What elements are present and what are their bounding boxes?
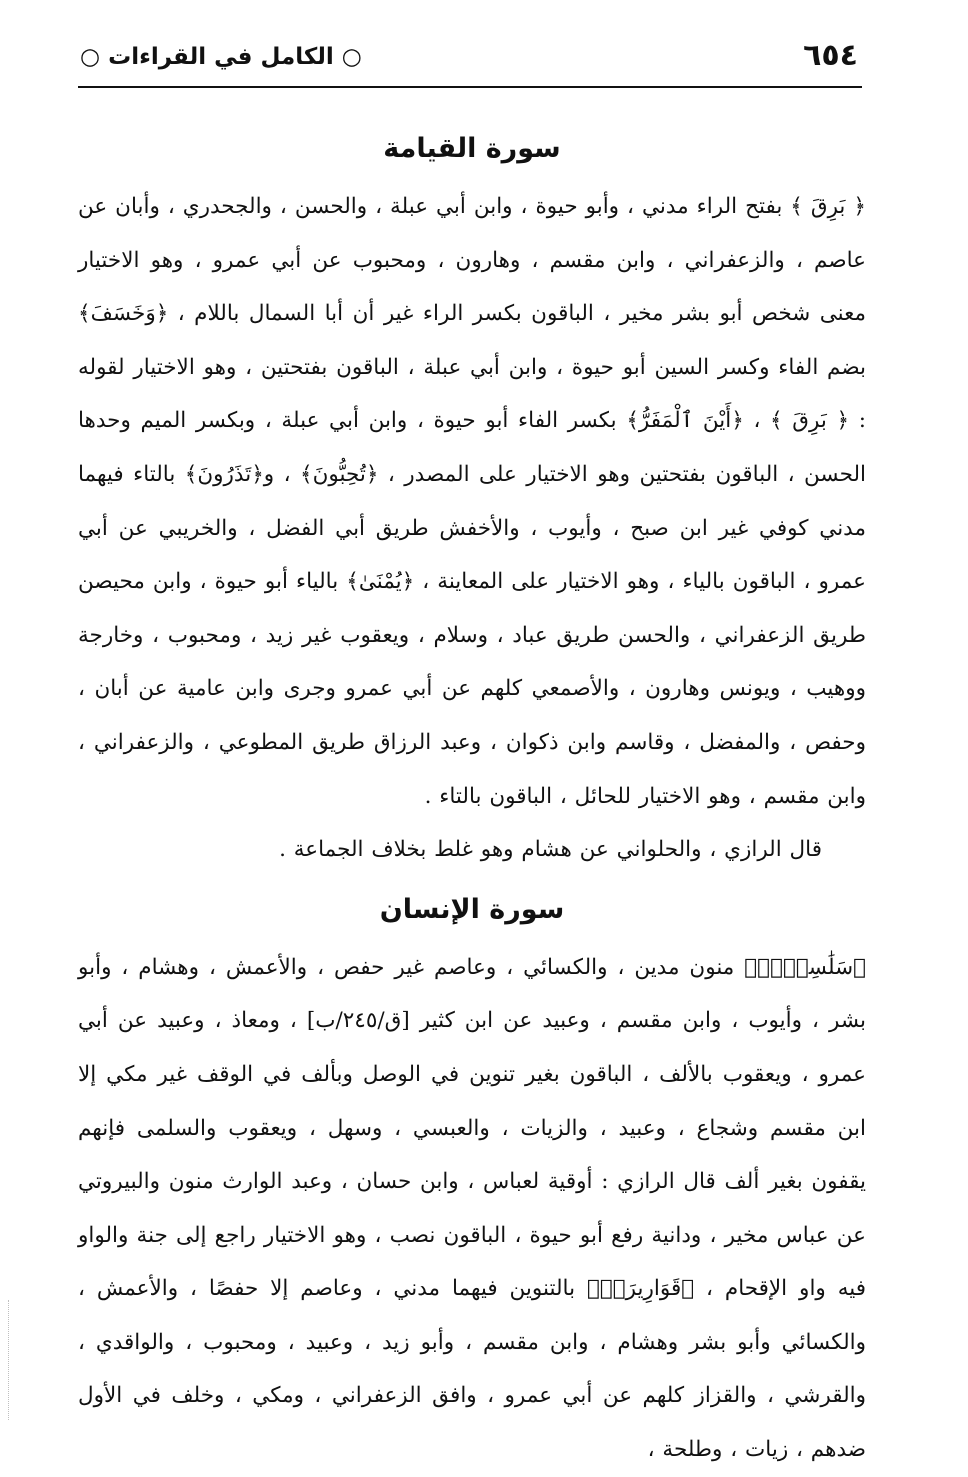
section-heading-insan: سورة الإنسان	[379, 893, 565, 925]
paragraph-qiyamah-main: ﴿ بَرِقَ ﴾ بفتح الراء مدني ، وأبو حيوة ، وابن أبي عبلة ، والحسن ، والجحدري ، وأبان عن عاصم ، والزعفراني ، وابن مقسم ، وهارون ، ومحبوب عن أبي عمرو ، وهو الاختيار معنى شخص أبو بشر مخير ، الباقون بكسر الراء غير أن أبا السمال باللام ، ﴿وَخَسَفَ﴾ بضم الفاء وكسر السين أبو حيوة ، وابن أبي عبلة ، الباقون بفتحتين ، وهو الاختيار لقوله : ﴿ بَرِقَ ﴾ ، ﴿أَيْنَ ٱلْمَفَرُّ﴾ بكسر الفاء أبو حيوة ، وابن أبي عبلة ، وبكسر الميم وحدها الحسن ، الباقون بفتحتين وهو الاختيار على المصدر ، ﴿تُحِبُّونَ﴾ ، و﴿تَذَرُونَ﴾ بالتاء فيهما مدني كوفي غير ابن صبح ، وأيوب ، والأخفش طريق أبي الفضل ، والخريبي عن أبي عمرو ، الباقون بالياء ، وهو الاختيار على المعاينة ، ﴿يُمْنَىٰ﴾ بالياء أبو حيوة ، وابن محيصن طريق الزعفراني ، والحسن طريق عباد ، وسلام ، ويعقوب غير زيد ، ومحبوب ، وخارجة ووهيب ، ويونس وهارون ، والأصمعي كلهم عن أبي عمرو وجرى وابن عامية عن أبان ، وحفص ، والمفضل ، وقاسم وابن ذكوان ، وعبد الرزاق طريق المطوعي ، والزعفراني ، وابن مقسم ، وهو الاختيار للحائل ، الباقون بالتاء .	[78, 194, 866, 809]
spacer	[78, 877, 866, 887]
page-header	[78, 36, 862, 88]
running-title: ○ الكامل في القراءات ○	[80, 44, 362, 70]
paragraph-insan-main: ﴿سَلَٰسِلَا۟﴾ منون مدين ، والكسائي ، وعاصم غير حفص ، والأعمش ، وهشام ، وأبو بشر ، وأيوب ، وابن مقسم ، وعبيد عن ابن كثير [ق/٢٤٥/ب] ، ومعاذ ، وعبيد عن أبي عمرو ، ويعقوب بالألف ، الباقون بغير تنوين في الوصل وبألف في الوقف غير مكي إلا ابن مقسم وشجاع ، وعبيد ، والزيات ، والعبسي ، وسهل ، ويعقوب والسلمى فإنهم يقفون بغير ألف قال الرازي : أوقية لعباس ، وابن حسان ، وعبد الوارث منون والبيروتي عن عباس مخير ، ودانية رفع أبو حيوة ، الباقون نصب ، وهو الاختيار راجع إلى جنة والواو فيه واو الإقحام ، ﴿قَوَارِيرَا۟﴾ بالتنوين فيهما مدني ، وعاصم إلا حفصًا ، والأعمش ، والكسائي وأبو بشر وهشام ، وابن مقسم ، وأبو زيد ، وعبيد ، ومحبوب ، والواقدي ، والقرشي ، والقزاز كلهم عن أبي عمرو ، وافق الزعفراني ، ومكي ، وخلف في الأول ضدهم ، زيات ، وطلحة ،	[78, 954, 866, 1463]
spacer	[78, 933, 866, 941]
page-number: ٦٥٤	[803, 38, 858, 73]
section-heading-qiyamah: سورة القيامة	[383, 133, 561, 164]
paragraph-qiyamah-note: قال الرازي ، والحلواني عن هشام وهو غلط بخلاف الجماعة .	[279, 837, 822, 863]
page-body	[78, 126, 866, 1477]
scan-margin-mark	[8, 1300, 11, 1420]
spacer	[78, 172, 866, 180]
